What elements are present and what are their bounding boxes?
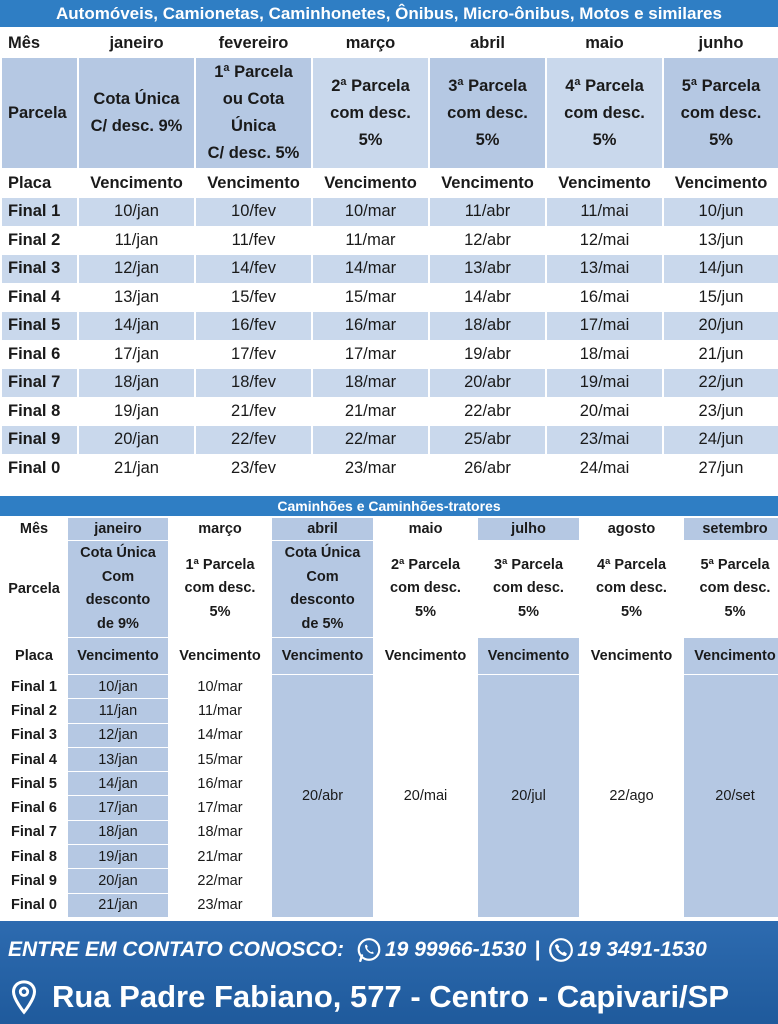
table-row bbox=[2, 198, 778, 226]
parcela-line: ou Cota bbox=[222, 90, 285, 108]
month-header: junho bbox=[664, 29, 778, 57]
vencimento-header: Vencimento bbox=[581, 638, 682, 674]
due-date-cell: 13/jan bbox=[79, 284, 194, 312]
due-date-cell: 17/jan bbox=[68, 796, 168, 819]
vencimento-header: Vencimento bbox=[664, 169, 778, 197]
single-due-date-cell: 20/jul bbox=[478, 675, 579, 917]
month-header: janeiro bbox=[79, 29, 194, 57]
mes-label: Mês bbox=[2, 518, 66, 540]
parcela-header bbox=[581, 541, 682, 637]
parcela-header bbox=[478, 541, 579, 637]
table-row bbox=[2, 227, 778, 255]
table-row bbox=[2, 341, 778, 369]
due-date-cell: 12/abr bbox=[430, 227, 545, 255]
due-date-cell: 16/mar bbox=[170, 772, 270, 795]
due-date-cell: 23/jun bbox=[664, 398, 778, 426]
location-pin-icon bbox=[10, 979, 38, 1015]
due-date-cell: 20/jan bbox=[68, 869, 168, 892]
vencimento-header: Vencimento bbox=[79, 169, 194, 197]
due-date-cell: 11/jan bbox=[68, 699, 168, 722]
due-date-cell: 10/fev bbox=[196, 198, 311, 226]
mes-label: Mês bbox=[2, 29, 77, 57]
due-date-cell: 23/mar bbox=[313, 455, 428, 483]
due-date-cell: 14/mar bbox=[313, 255, 428, 283]
vencimento-header: Vencimento bbox=[68, 638, 168, 674]
month-header: setembro bbox=[684, 518, 778, 540]
due-date-cell: 17/jan bbox=[79, 341, 194, 369]
plate-final-label: Final 4 bbox=[2, 284, 77, 312]
month-header: fevereiro bbox=[196, 29, 311, 57]
parcela-line: Única bbox=[231, 117, 276, 135]
placa-label: Placa bbox=[2, 169, 77, 197]
due-date-cell: 13/jun bbox=[664, 227, 778, 255]
parcela-line: 5ª Parcela bbox=[700, 556, 770, 573]
vencimento-row bbox=[2, 638, 778, 674]
due-date-cell: 15/mar bbox=[313, 284, 428, 312]
parcela-line: 5% bbox=[621, 603, 642, 620]
plate-final-label: Final 8 bbox=[2, 845, 66, 868]
parcela-line: com desc. bbox=[680, 103, 762, 122]
parcela-line: 1ª Parcela bbox=[214, 63, 293, 81]
parcela-header bbox=[684, 541, 778, 637]
plate-final-label: Final 2 bbox=[2, 227, 77, 255]
parcela-line: de 5% bbox=[301, 615, 344, 632]
phone-number-landline[interactable]: 19 3491-1530 bbox=[577, 938, 707, 961]
plate-final-label: Final 8 bbox=[2, 398, 77, 426]
single-due-date-cell: 20/set bbox=[684, 675, 778, 917]
vencimento-header: Vencimento bbox=[478, 638, 579, 674]
due-date-cell: 23/fev bbox=[196, 455, 311, 483]
month-header: abril bbox=[430, 29, 545, 57]
due-date-cell: 10/mar bbox=[170, 675, 270, 698]
due-date-cell: 22/mar bbox=[313, 426, 428, 454]
parcela-header bbox=[547, 58, 662, 168]
due-date-cell: 15/jun bbox=[664, 284, 778, 312]
phone-number-whatsapp[interactable]: 19 99966-1530 bbox=[385, 938, 527, 961]
parcela-line: desconto bbox=[85, 592, 151, 608]
due-date-cell: 17/mai bbox=[547, 312, 662, 340]
plate-final-label: Final 0 bbox=[2, 894, 66, 917]
parcela-header bbox=[170, 541, 270, 637]
plate-final-label: Final 5 bbox=[2, 772, 66, 795]
due-date-cell: 21/jun bbox=[664, 341, 778, 369]
month-header: abril bbox=[272, 518, 373, 540]
parcela-line: Com bbox=[101, 568, 135, 585]
parcela-line: de 9% bbox=[97, 615, 139, 632]
due-date-cell: 18/mar bbox=[313, 369, 428, 397]
table-row bbox=[2, 312, 778, 340]
parcela-line: 2ª Parcela bbox=[331, 76, 410, 95]
table-row bbox=[2, 675, 778, 698]
due-date-cell: 19/jan bbox=[79, 398, 194, 426]
parcela-row bbox=[2, 541, 778, 637]
plate-final-label: Final 3 bbox=[2, 255, 77, 283]
table-row bbox=[2, 284, 778, 312]
due-date-cell: 14/jan bbox=[68, 772, 168, 795]
due-date-cell: 26/abr bbox=[430, 455, 545, 483]
due-date-cell: 13/abr bbox=[430, 255, 545, 283]
month-header: maio bbox=[547, 29, 662, 57]
due-date-cell: 24/mai bbox=[547, 455, 662, 483]
section2-title: Caminhões e Caminhões-tratores bbox=[0, 496, 778, 516]
due-date-cell: 18/mar bbox=[170, 821, 270, 844]
plate-final-label: Final 5 bbox=[2, 312, 77, 340]
parcela-header bbox=[313, 58, 428, 168]
due-date-cell: 17/fev bbox=[196, 341, 311, 369]
placa-label: Placa bbox=[2, 638, 66, 674]
parcela-line: Cota Única bbox=[80, 545, 156, 561]
plate-final-label: Final 9 bbox=[2, 426, 77, 454]
due-date-cell: 11/abr bbox=[430, 198, 545, 226]
parcela-header bbox=[664, 58, 778, 168]
due-date-cell: 22/fev bbox=[196, 426, 311, 454]
due-date-cell: 21/jan bbox=[68, 894, 168, 917]
vencimento-header: Vencimento bbox=[272, 638, 373, 674]
address-line bbox=[10, 976, 772, 1018]
plate-final-label: Final 1 bbox=[2, 198, 77, 226]
parcela-line: com desc. bbox=[493, 580, 564, 597]
parcela-header bbox=[196, 58, 311, 168]
parcela-line: 4ª Parcela bbox=[565, 76, 644, 95]
parcela-header bbox=[68, 541, 168, 637]
due-date-cell: 20/abr bbox=[430, 369, 545, 397]
due-date-cell: 23/mai bbox=[547, 426, 662, 454]
due-date-cell: 18/abr bbox=[430, 312, 545, 340]
parcela-header bbox=[430, 58, 545, 168]
table-row bbox=[2, 255, 778, 283]
vencimento-row bbox=[2, 169, 778, 197]
parcela-line: 3ª Parcela bbox=[448, 76, 527, 95]
vencimento-header: Vencimento bbox=[430, 169, 545, 197]
due-date-cell: 27/jun bbox=[664, 455, 778, 483]
single-due-date-cell: 20/mai bbox=[375, 675, 476, 917]
parcela-line: 5% bbox=[724, 603, 746, 620]
parcela-header bbox=[272, 541, 373, 637]
due-date-cell: 10/jan bbox=[79, 198, 194, 226]
contact-separator: | bbox=[534, 938, 541, 961]
due-date-cell: 20/jan bbox=[79, 426, 194, 454]
table-row bbox=[2, 426, 778, 454]
plate-final-label: Final 2 bbox=[2, 699, 66, 722]
due-date-cell: 11/mar bbox=[313, 227, 428, 255]
trucks-schedule-table bbox=[0, 517, 778, 918]
due-date-cell: 21/jan bbox=[79, 455, 194, 483]
due-date-cell: 22/jun bbox=[664, 369, 778, 397]
month-header: março bbox=[170, 518, 270, 540]
due-date-cell: 10/mar bbox=[313, 198, 428, 226]
parcela-header bbox=[375, 541, 476, 637]
due-date-cell: 17/mar bbox=[313, 341, 428, 369]
parcela-line: 5% bbox=[415, 603, 436, 620]
due-date-cell: 16/mai bbox=[547, 284, 662, 312]
due-date-cell: 15/mar bbox=[170, 748, 270, 771]
cars-schedule-table bbox=[0, 28, 778, 483]
parcela-line: 5% bbox=[518, 603, 539, 620]
plate-final-label: Final 6 bbox=[2, 341, 77, 369]
due-date-cell: 14/abr bbox=[430, 284, 545, 312]
plate-final-label: Final 0 bbox=[2, 455, 77, 483]
due-date-cell: 22/abr bbox=[430, 398, 545, 426]
parcela-line: 5% bbox=[475, 130, 500, 149]
parcela-label: Parcela bbox=[2, 58, 77, 168]
due-date-cell: 21/mar bbox=[313, 398, 428, 426]
parcela-line: 3ª Parcela bbox=[493, 556, 564, 573]
parcela-line: 5% bbox=[209, 603, 231, 620]
parcela-line: 4ª Parcela bbox=[596, 556, 667, 573]
due-date-cell: 14/mar bbox=[170, 724, 270, 747]
parcela-line: Com bbox=[306, 568, 339, 585]
parcela-line: 5% bbox=[358, 130, 383, 149]
due-date-cell: 17/mar bbox=[170, 796, 270, 819]
parcela-line: 2ª Parcela bbox=[390, 556, 461, 573]
single-due-date-cell: 20/abr bbox=[272, 675, 373, 917]
due-date-cell: 19/abr bbox=[430, 341, 545, 369]
due-date-cell: 12/jan bbox=[68, 724, 168, 747]
month-header: julho bbox=[478, 518, 579, 540]
due-date-cell: 22/mar bbox=[170, 869, 270, 892]
plate-final-label: Final 9 bbox=[2, 869, 66, 892]
parcela-line: C/ desc. 9% bbox=[90, 117, 183, 135]
vencimento-header: Vencimento bbox=[547, 169, 662, 197]
whatsapp-icon bbox=[356, 937, 382, 963]
vencimento-header: Vencimento bbox=[684, 638, 778, 674]
section1-title: Automóveis, Camionetas, Caminhonetes, Ônibus, Micro-ônibus, Motos e similares bbox=[0, 0, 778, 27]
table-row bbox=[2, 398, 778, 426]
due-date-cell: 19/mai bbox=[547, 369, 662, 397]
parcela-line: Cota Única bbox=[284, 545, 361, 561]
parcela-line: 1ª Parcela bbox=[185, 556, 255, 573]
due-date-cell: 21/fev bbox=[196, 398, 311, 426]
plate-final-label: Final 6 bbox=[2, 796, 66, 819]
parcela-label: Parcela bbox=[2, 541, 66, 637]
parcela-line: 5% bbox=[709, 130, 733, 149]
due-date-cell: 14/jun bbox=[664, 255, 778, 283]
due-date-cell: 14/fev bbox=[196, 255, 311, 283]
parcela-line: Cota Única bbox=[93, 90, 180, 108]
single-due-date-cell: 22/ago bbox=[581, 675, 682, 917]
plate-final-label: Final 7 bbox=[2, 821, 66, 844]
due-date-cell: 10/jun bbox=[664, 198, 778, 226]
vencimento-header: Vencimento bbox=[375, 638, 476, 674]
due-date-cell: 14/jan bbox=[79, 312, 194, 340]
due-date-cell: 20/jun bbox=[664, 312, 778, 340]
parcela-row bbox=[2, 58, 778, 168]
due-date-cell: 12/mai bbox=[547, 227, 662, 255]
due-date-cell: 19/jan bbox=[68, 845, 168, 868]
due-date-cell: 11/fev bbox=[196, 227, 311, 255]
parcela-line: desconto bbox=[290, 592, 355, 608]
due-date-cell: 10/jan bbox=[68, 675, 168, 698]
due-date-cell: 23/mar bbox=[170, 894, 270, 917]
due-date-cell: 15/fev bbox=[196, 284, 311, 312]
plate-final-label: Final 1 bbox=[2, 675, 66, 698]
phone-icon bbox=[548, 937, 574, 963]
due-date-cell: 20/mai bbox=[547, 398, 662, 426]
due-date-cell: 24/jun bbox=[664, 426, 778, 454]
parcela-line: com desc. bbox=[447, 103, 528, 122]
plate-final-label: Final 3 bbox=[2, 724, 66, 747]
due-date-cell: 25/abr bbox=[430, 426, 545, 454]
due-date-cell: 18/jan bbox=[79, 369, 194, 397]
parcela-line: C/ desc. 5% bbox=[207, 144, 300, 162]
due-date-cell: 11/mai bbox=[547, 198, 662, 226]
table-row bbox=[2, 369, 778, 397]
month-header: março bbox=[313, 29, 428, 57]
parcela-line: com desc. bbox=[330, 103, 411, 122]
parcela-line: com desc. bbox=[564, 103, 645, 122]
due-date-cell: 13/mai bbox=[547, 255, 662, 283]
month-header: agosto bbox=[581, 518, 682, 540]
due-date-cell: 18/mai bbox=[547, 341, 662, 369]
contact-footer bbox=[0, 921, 778, 1024]
due-date-cell: 11/mar bbox=[170, 699, 270, 722]
plate-final-label: Final 4 bbox=[2, 748, 66, 771]
due-date-cell: 18/fev bbox=[196, 369, 311, 397]
due-date-cell: 12/jan bbox=[79, 255, 194, 283]
parcela-header bbox=[79, 58, 194, 168]
due-date-cell: 16/fev bbox=[196, 312, 311, 340]
parcela-line: com desc. bbox=[596, 580, 667, 597]
parcela-line: 5ª Parcela bbox=[681, 76, 761, 95]
vencimento-header: Vencimento bbox=[196, 169, 311, 197]
due-date-cell: 11/jan bbox=[79, 227, 194, 255]
months-row bbox=[2, 518, 778, 540]
month-header: maio bbox=[375, 518, 476, 540]
due-date-cell: 13/jan bbox=[68, 748, 168, 771]
address-text: Rua Padre Fabiano, 577 - Centro - Capivari/SP bbox=[52, 979, 730, 1014]
parcela-line: com desc. bbox=[390, 580, 461, 597]
contact-label: ENTRE EM CONTATO CONOSCO: bbox=[8, 938, 344, 961]
due-date-cell: 21/mar bbox=[170, 845, 270, 868]
table-row bbox=[2, 455, 778, 483]
due-date-cell: 18/jan bbox=[68, 821, 168, 844]
vencimento-header: Vencimento bbox=[170, 638, 270, 674]
due-date-cell: 16/mar bbox=[313, 312, 428, 340]
vencimento-header: Vencimento bbox=[313, 169, 428, 197]
plate-final-label: Final 7 bbox=[2, 369, 77, 397]
parcela-line: 5% bbox=[592, 130, 617, 149]
contact-line bbox=[8, 935, 770, 965]
month-header: janeiro bbox=[68, 518, 168, 540]
parcela-line: com desc. bbox=[699, 580, 771, 597]
months-row bbox=[2, 29, 778, 57]
parcela-line: com desc. bbox=[184, 580, 256, 597]
